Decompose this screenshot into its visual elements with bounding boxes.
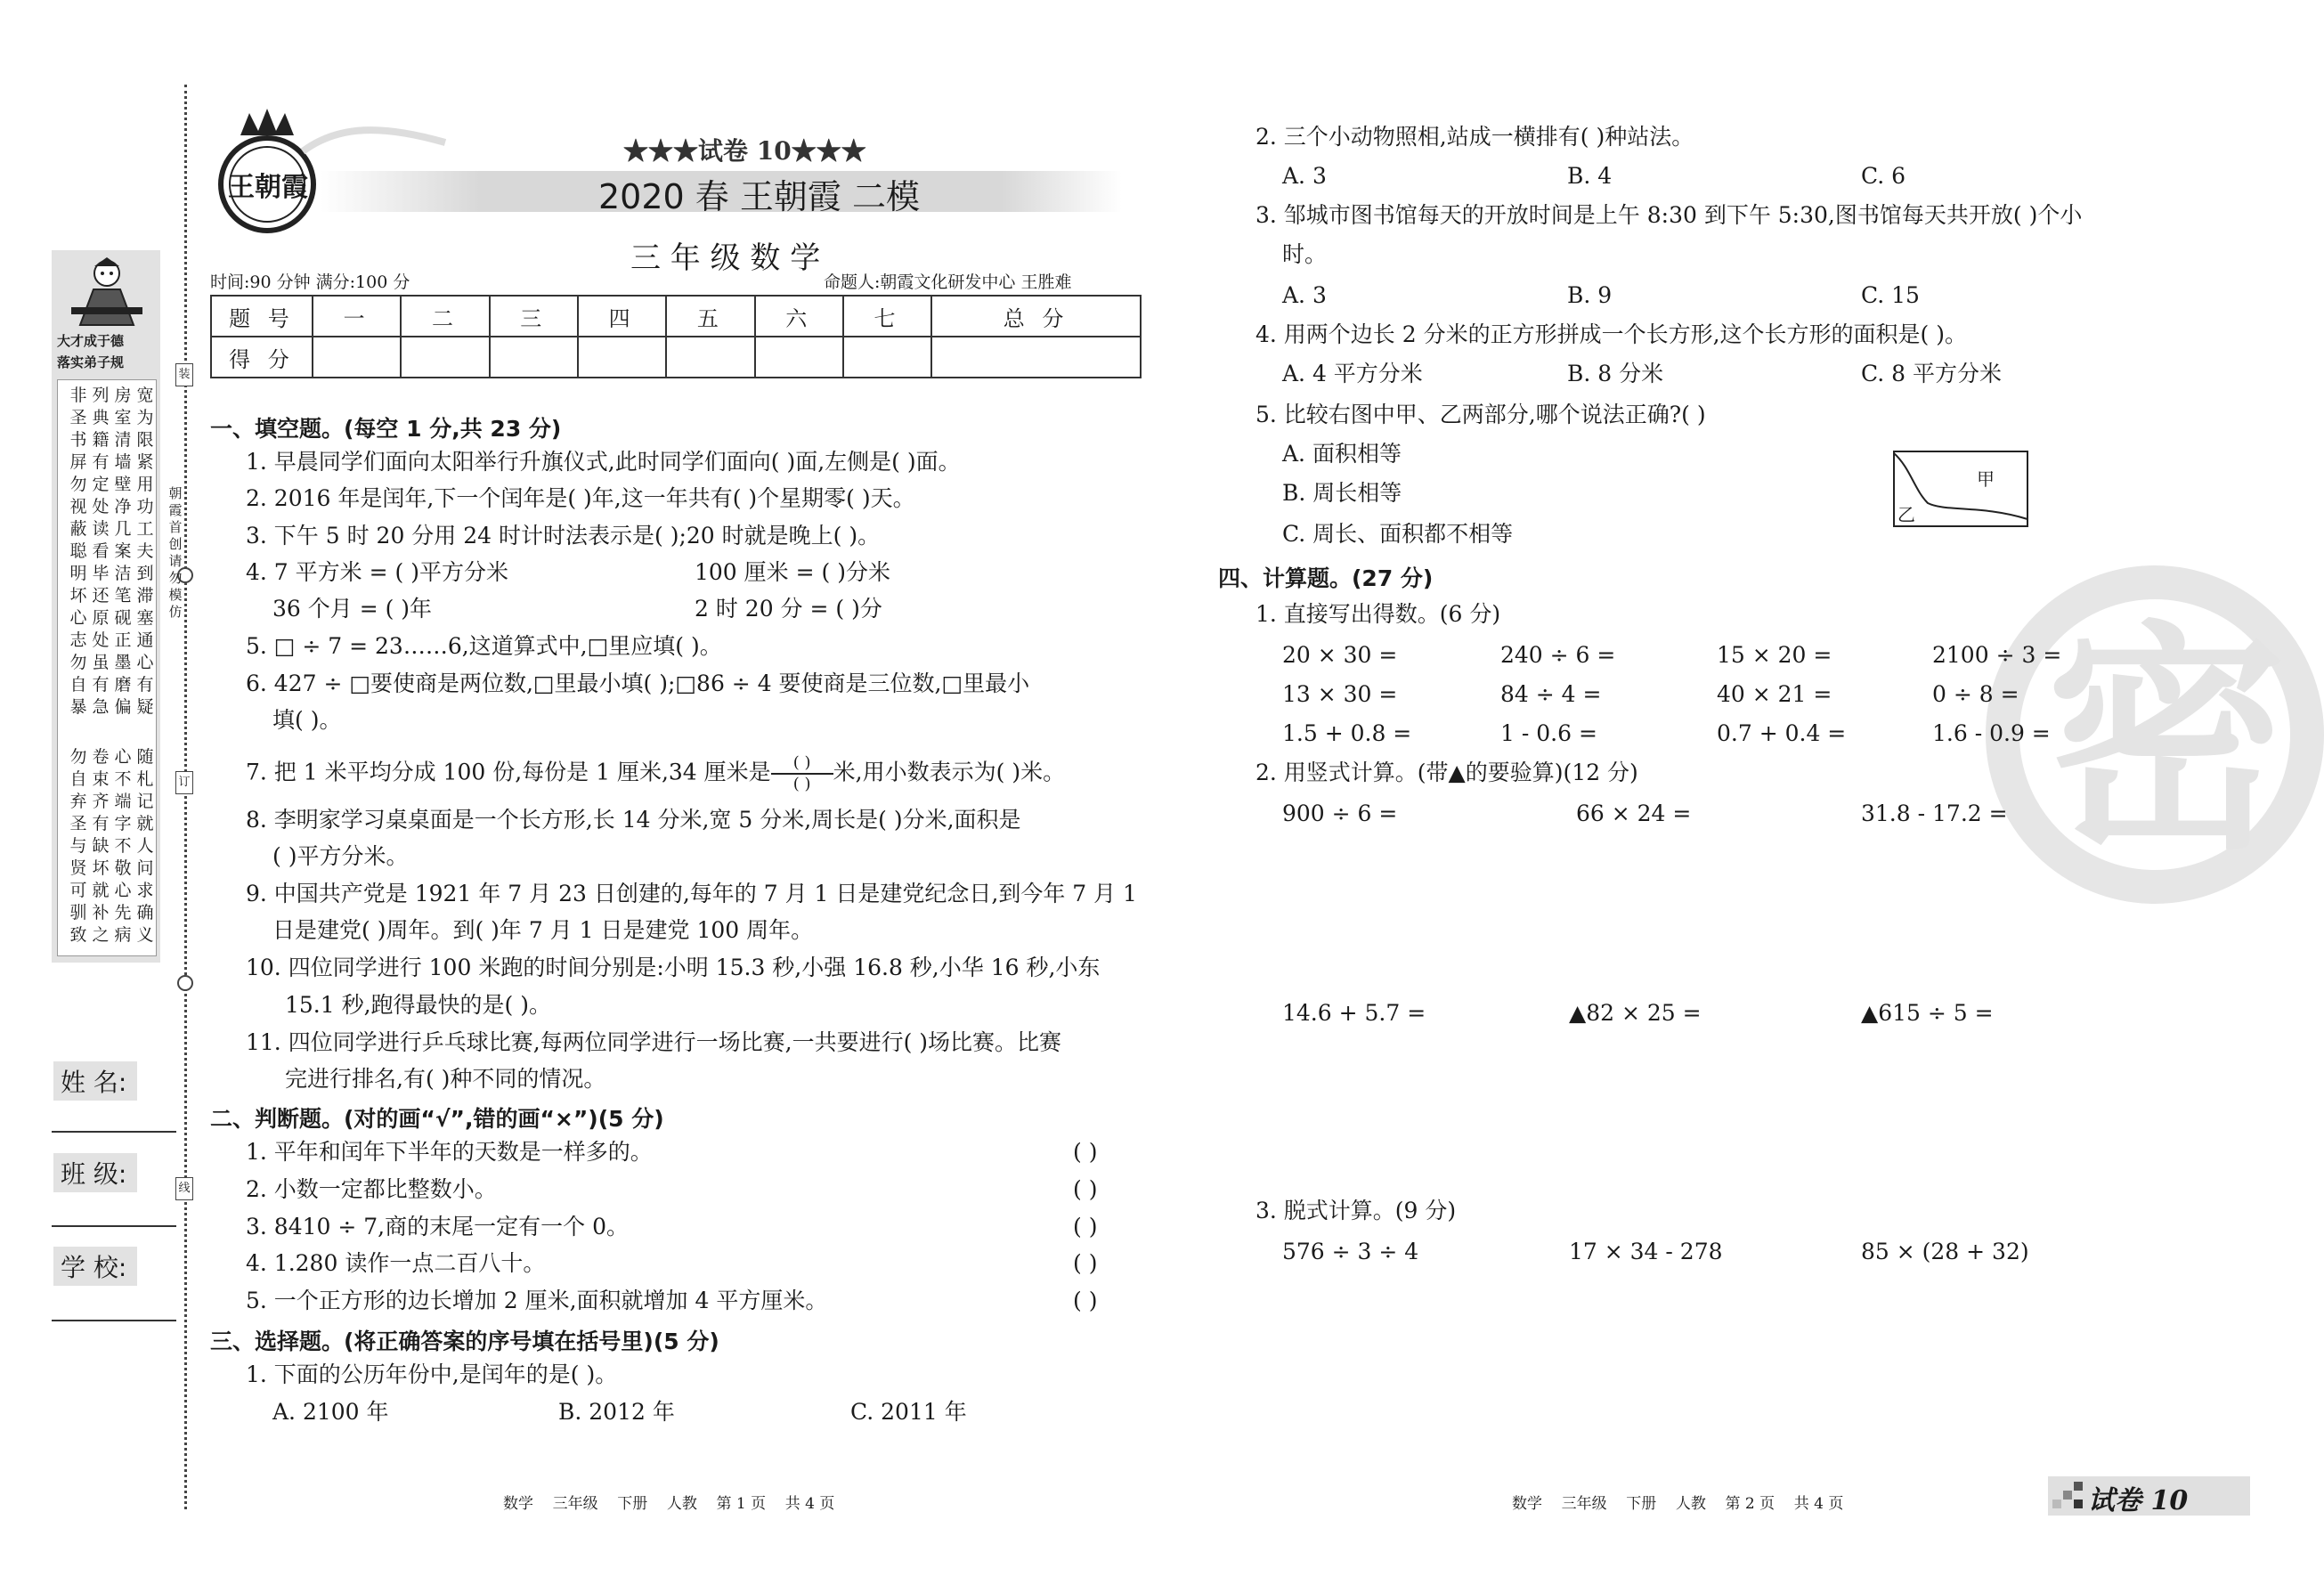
calc-item: 1.6 - 0.9 = bbox=[1932, 720, 2051, 746]
question-1-8a: 8. 李明家学习桌桌面是一个长方形,长 14 分米,宽 5 分米,周长是( )分米,面积是 bbox=[246, 807, 1021, 833]
vertical-calc-item: ▲615 ÷ 5 = bbox=[1861, 1000, 1994, 1026]
binding-marker: 装 bbox=[175, 363, 193, 386]
poem-column: 心不端字不敬心先病 bbox=[114, 747, 132, 945]
vertical-calc-item: 14.6 + 5.7 = bbox=[1282, 1000, 1426, 1026]
name-label: 姓 名: bbox=[53, 1061, 137, 1101]
fraction-numerator: ( ) bbox=[771, 753, 833, 775]
footer-left: 数学 三年级 下册 人教 第 1 页 共 4 页 bbox=[503, 1495, 835, 1513]
choice-option: B. 9 bbox=[1567, 282, 1613, 308]
score-header-cell: 题 号 bbox=[211, 296, 313, 337]
calc-item: 0 ÷ 8 = bbox=[1932, 681, 2019, 707]
choice-question-3a: 3. 邹城市图书馆每天的开放时间是上午 8:30 到下午 5:30,图书馆每天共开放( )个小 bbox=[1255, 202, 2083, 228]
judge-item: 3. 8410 ÷ 7,商的末尾一定有一个 0。 bbox=[246, 1214, 629, 1239]
vertical-calc-item: 66 × 24 = bbox=[1576, 801, 1692, 826]
class-label: 班 级: bbox=[53, 1153, 137, 1192]
subject-title: 三 年 级 数 学 bbox=[630, 240, 821, 276]
choice-option: C. 15 bbox=[1861, 282, 1920, 308]
choice-question-4: 4. 用两个边长 2 分米的正方形拼成一个长方形,这个长方形的面积是( )。 bbox=[1255, 321, 1968, 347]
calc-item: 0.7 + 0.4 = bbox=[1717, 720, 1847, 746]
class-field-line[interactable] bbox=[52, 1225, 176, 1227]
poem-column: 房室清墙壁净几案洁笔砚正墨磨偏 bbox=[114, 386, 132, 717]
section-4-title: 四、计算题。(27 分) bbox=[1218, 565, 1434, 591]
scholar-illustration-icon bbox=[62, 254, 151, 334]
stepwise-calc-item: 85 × (28 + 32) bbox=[1861, 1239, 2029, 1264]
fraction-denominator: ( ) bbox=[792, 775, 811, 793]
score-label-cell: 得 分 bbox=[211, 337, 313, 378]
logo-text: 王朝霞 bbox=[228, 172, 308, 203]
choice-option: A. 3 bbox=[1282, 163, 1327, 189]
stepwise-calc-item: 576 ÷ 3 ÷ 4 bbox=[1282, 1239, 1419, 1264]
judge-item: 4. 1.280 读作一点二百八十。 bbox=[246, 1250, 546, 1276]
author-info: 命题人:朝霞文化研发中心 王胜难 bbox=[824, 272, 1072, 292]
calc-item: 1.5 + 0.8 = bbox=[1282, 720, 1412, 746]
calc-item: 2100 ÷ 3 = bbox=[1932, 642, 2062, 668]
score-header-cell: 一 bbox=[313, 296, 401, 337]
calc-part-3-title: 3. 脱式计算。(9 分) bbox=[1255, 1198, 1457, 1223]
calc-part-2-title: 2. 用竖式计算。(带▲的要验算)(12 分) bbox=[1255, 760, 1638, 785]
score-header-cell: 四 bbox=[578, 296, 666, 337]
binding-hole-icon bbox=[177, 975, 193, 991]
answer-bracket[interactable]: ( ) bbox=[1073, 1139, 1098, 1165]
answer-bracket[interactable]: ( ) bbox=[1073, 1214, 1098, 1239]
poem-column: 勿自弃圣与贤可驯致 bbox=[69, 747, 87, 945]
question-1-5: 5. □ ÷ 7 = 23……6,这道算式中,□里应填( )。 bbox=[246, 633, 722, 659]
score-input-cell[interactable] bbox=[843, 337, 931, 378]
judge-item: 2. 小数一定都比整数小。 bbox=[246, 1176, 497, 1202]
poem-column: 宽为限紧用功工夫到滞塞通心有疑 bbox=[136, 386, 154, 717]
question-1-7 bbox=[246, 753, 1065, 794]
question-1-6a: 6. 427 ÷ □要使商是两位数,□里最小填( );□86 ÷ 4 要使商是三位数,□里最小 bbox=[246, 671, 1030, 696]
judge-item: 5. 一个正方形的边长增加 2 厘米,面积就增加 4 平方厘米。 bbox=[246, 1288, 828, 1313]
choice-option: A. 4 平方分米 bbox=[1282, 361, 1423, 386]
question-1-6b: 填( )。 bbox=[272, 707, 342, 733]
calc-item: 240 ÷ 6 = bbox=[1500, 642, 1616, 668]
section-1-title: 一、填空题。(每空 1 分,共 23 分) bbox=[210, 416, 562, 442]
calc-item: 15 × 20 = bbox=[1717, 642, 1832, 668]
question-1-7-text: 7. 把 1 米平均分成 100 份,每份是 1 厘米,34 厘米是 bbox=[246, 759, 771, 785]
choice-option: A. 2100 年 bbox=[272, 1399, 389, 1425]
answer-bracket[interactable]: ( ) bbox=[1073, 1288, 1098, 1313]
question-1-9a: 9. 中国共产党是 1921 年 7 月 23 日创建的,每年的 7 月 1 日是建党纪念日,到今年 7 月 1 bbox=[246, 881, 1137, 906]
calc-item: 1 - 0.6 = bbox=[1500, 720, 1597, 746]
score-input-cell[interactable] bbox=[666, 337, 754, 378]
vertical-calc-item: 900 ÷ 6 = bbox=[1282, 801, 1398, 826]
question-1-10a: 10. 四位同学进行 100 米跑的时间分别是:小明 15.3 秒,小强 16.8 秒,小华 16 秒,小东 bbox=[246, 955, 1101, 980]
fraction-blank bbox=[771, 753, 833, 794]
question-1-9b: 日是建党( )周年。到( )年 7 月 1 日是建党 100 周年。 bbox=[272, 917, 814, 943]
choice-question-1: 1. 下面的公历年份中,是闰年的是( )。 bbox=[246, 1361, 618, 1387]
choice-option: A. 3 bbox=[1282, 282, 1327, 308]
school-label: 学 校: bbox=[53, 1247, 137, 1286]
badge-squares-icon bbox=[2052, 1482, 2084, 1510]
score-header-cell: 三 bbox=[490, 296, 578, 337]
choice-question-3b: 时。 bbox=[1282, 241, 1328, 267]
question-1-3: 3. 下午 5 时 20 分用 24 时计时法表示是( );20 时就是晚上( )。 bbox=[246, 523, 881, 549]
question-1-10b: 15.1 秒,跑得最快的是( )。 bbox=[285, 992, 552, 1018]
section-3-title: 三、选择题。(将正确答案的序号填在括号里)(5 分) bbox=[210, 1329, 719, 1354]
calc-item: 84 ÷ 4 = bbox=[1500, 681, 1602, 707]
vertical-calc-item: 31.8 - 17.2 = bbox=[1861, 801, 2008, 826]
choice-option: C. 6 bbox=[1861, 163, 1906, 189]
question-1-11a: 11. 四位同学进行乒乓球比赛,每两位同学进行一场比赛,一共要进行( )场比赛。比赛 bbox=[246, 1029, 1062, 1055]
question-1-1: 1. 早晨同学们面向太阳举行升旗仪式,此时同学们面向( )面,左侧是( )面。 bbox=[246, 449, 961, 475]
score-table-row bbox=[211, 296, 1141, 337]
school-field-line[interactable] bbox=[52, 1320, 176, 1321]
sidebar-caption-1: 大才成于德 bbox=[57, 333, 125, 349]
question-1-7-text-b: 米,用小数表示为( )米。 bbox=[833, 759, 1066, 785]
footer-badge: 试卷 10 bbox=[2088, 1485, 2189, 1516]
figure-label-jia: 甲 bbox=[1977, 468, 1995, 490]
calc-item: 40 × 21 = bbox=[1717, 681, 1832, 707]
score-input-cell[interactable] bbox=[755, 337, 843, 378]
score-input-cell[interactable] bbox=[313, 337, 401, 378]
choice-option: B. 8 分米 bbox=[1567, 361, 1664, 386]
score-input-cell[interactable] bbox=[401, 337, 489, 378]
poem-column: 列典籍有定处读看毕还原处虽有急 bbox=[92, 386, 110, 717]
choice-option: B. 4 bbox=[1567, 163, 1613, 189]
question-1-4b: 100 厘米 = ( )分米 bbox=[695, 559, 890, 585]
sidebar-caption-2: 落实弟子规 bbox=[57, 354, 125, 370]
time-info: 时间:90 分钟 满分:100 分 bbox=[210, 272, 410, 292]
calc-item: 20 × 30 = bbox=[1282, 642, 1398, 668]
score-table bbox=[210, 295, 1142, 378]
footer-right: 数学 三年级 下册 人教 第 2 页 共 4 页 bbox=[1512, 1495, 1844, 1513]
answer-bracket[interactable]: ( ) bbox=[1073, 1176, 1098, 1202]
paper-number: ★★★试卷 10★★★ bbox=[623, 136, 866, 166]
poem-column: 非圣书屏勿视蔽聪明坏心志勿自暴 bbox=[69, 386, 87, 717]
binding-dotted-line bbox=[184, 85, 187, 1509]
choice-option: B. 周长相等 bbox=[1282, 480, 1402, 506]
score-input-cell[interactable] bbox=[578, 337, 666, 378]
exam-title: 2020 春 王朝霞 二模 bbox=[598, 177, 920, 216]
calc-part-1-title: 1. 直接写出得数。(6 分) bbox=[1255, 601, 1501, 627]
watermark-glyph: 密 bbox=[2046, 601, 2287, 882]
vertical-calc-item: ▲82 × 25 = bbox=[1569, 1000, 1702, 1026]
question-1-4c: 36 个月 = ( )年 bbox=[272, 596, 433, 622]
score-input-cell[interactable] bbox=[931, 337, 1141, 378]
judge-item: 1. 平年和闰年下半年的天数是一样多的。 bbox=[246, 1139, 653, 1165]
figure-label-yi: 乙 bbox=[1897, 504, 1915, 525]
score-header-cell: 五 bbox=[666, 296, 754, 337]
question-1-11b: 完进行排名,有( )种不同的情况。 bbox=[285, 1066, 606, 1092]
choice-question-5: 5. 比较右图中甲、乙两部分,哪个说法正确?( ) bbox=[1255, 402, 1706, 427]
score-header-cell: 六 bbox=[755, 296, 843, 337]
score-header-cell: 二 bbox=[401, 296, 489, 337]
calc-item: 13 × 30 = bbox=[1282, 681, 1398, 707]
ribbon-decoration-icon bbox=[303, 116, 445, 169]
question-1-2: 2. 2016 年是闰年,下一个闰年是( )年,这一年共有( )个星期零( )天。 bbox=[246, 485, 915, 511]
question-1-4a: 4. 7 平方米 = ( )平方分米 bbox=[246, 559, 508, 585]
choice-option: C. 周长、面积都不相等 bbox=[1282, 521, 1514, 547]
choice-option: C. 8 平方分米 bbox=[1861, 361, 2002, 386]
score-table-row bbox=[211, 337, 1141, 378]
choice-option: B. 2012 年 bbox=[558, 1399, 675, 1425]
score-header-cell: 总 分 bbox=[931, 296, 1141, 337]
binding-marker: 订 bbox=[175, 771, 193, 794]
poem-column: 随札记就人问求确义 bbox=[136, 747, 154, 945]
name-field-line[interactable] bbox=[52, 1131, 176, 1133]
question-1-8b: ( )平方分米。 bbox=[272, 843, 409, 869]
question-1-4d: 2 时 20 分 = ( )分 bbox=[695, 596, 882, 622]
vertical-copyright-note: 朝霞首创请勿模仿 bbox=[168, 485, 183, 620]
binding-marker: 线 bbox=[175, 1177, 193, 1200]
choice-option: C. 2011 年 bbox=[850, 1399, 967, 1425]
stepwise-calc-item: 17 × 34 - 278 bbox=[1569, 1239, 1723, 1264]
choice-question-2: 2. 三个小动物照相,站成一横排有( )种站法。 bbox=[1255, 124, 1694, 150]
score-header-cell: 七 bbox=[843, 296, 931, 337]
choice-option: A. 面积相等 bbox=[1282, 441, 1402, 467]
score-input-cell[interactable] bbox=[490, 337, 578, 378]
section-2-title: 二、判断题。(对的画“√”,错的画“×”)(5 分) bbox=[210, 1106, 664, 1132]
answer-bracket[interactable]: ( ) bbox=[1073, 1250, 1098, 1276]
poem-column: 卷束齐有缺坏就补之 bbox=[92, 747, 110, 945]
